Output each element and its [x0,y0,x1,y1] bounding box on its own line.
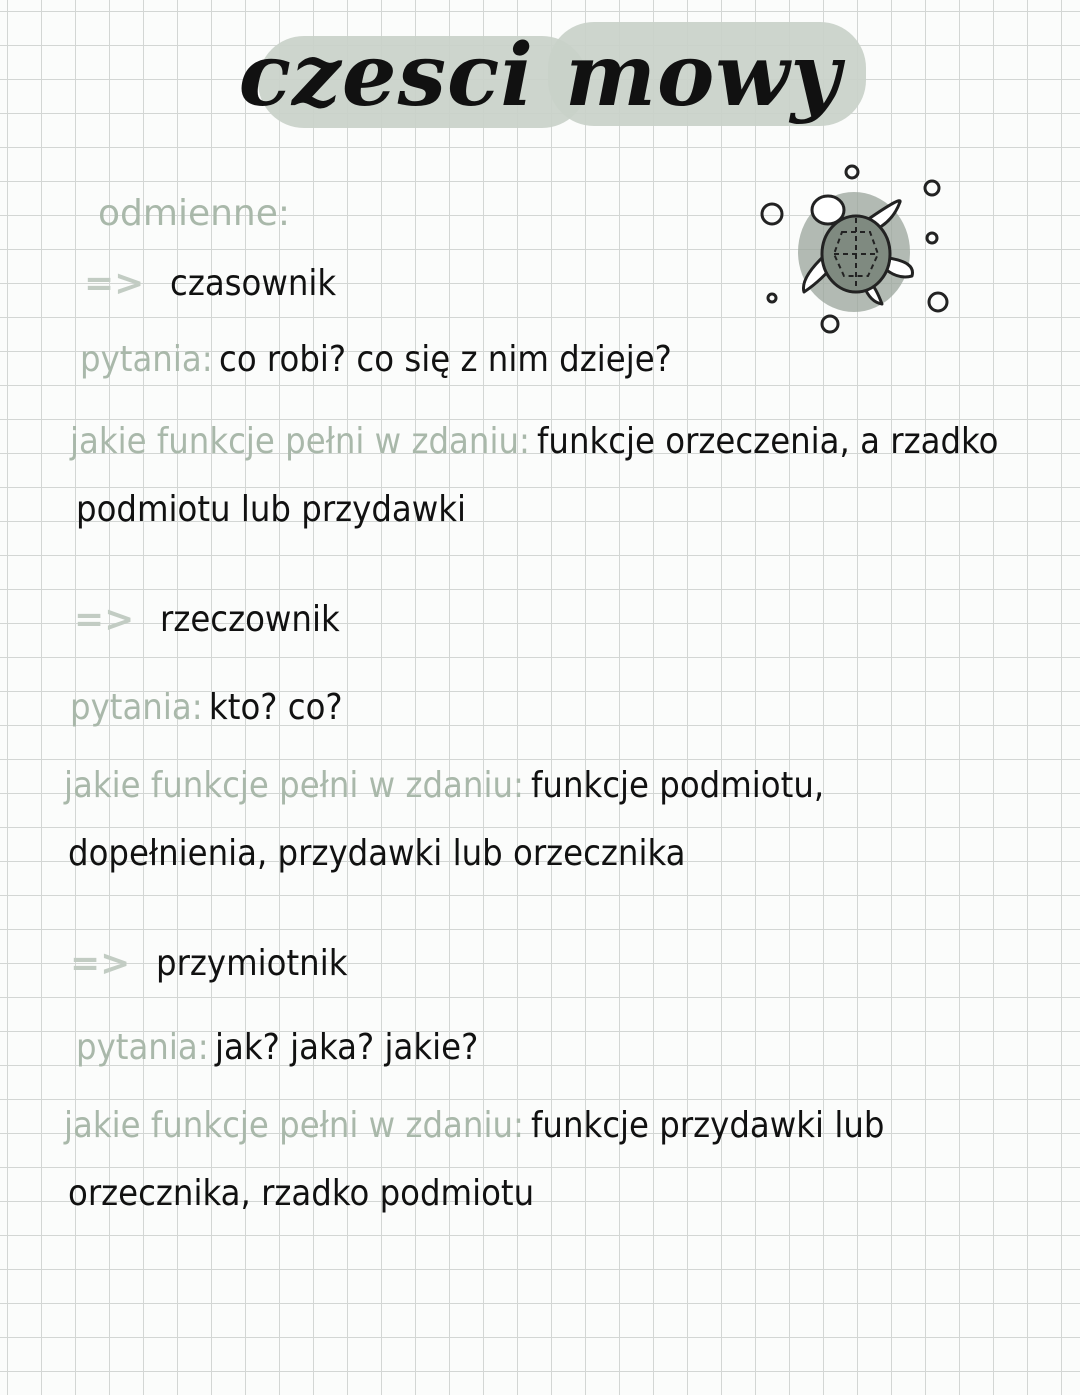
group-label: odmienne: [98,193,291,234]
questions-label: pytania: [70,687,203,728]
title-area [0,18,1080,148]
questions-text: co robi? co się z nim dzieje? [219,339,673,380]
questions-label: pytania: [76,1027,209,1068]
page-title: czesci mowy [238,25,842,126]
function-line [64,1104,924,1148]
function-text: funkcje podmiotu, [531,765,825,806]
questions-text: kto? co? [209,687,343,728]
questions-line [80,338,722,382]
questions-label: pytania: [80,339,213,380]
section-heading-text: przymiotnik [156,943,348,984]
function-continuation: podmiotu lub przydawki [76,489,467,530]
arrow-icon: => [70,943,131,984]
function-continuation: orzecznika, rzadko podmiotu [68,1173,535,1214]
function-label: jakie funkcje pełni w zdaniu: [64,765,524,806]
function-continuation: dopełnienia, przydawki lub orzecznika [68,833,686,874]
sea-turtle-icon [752,158,962,338]
section-heading-przymiotnik [70,942,369,986]
arrow-icon: => [84,263,145,304]
section-heading-czasownik [84,262,355,306]
section-heading-text: rzeczownik [160,599,341,640]
section-heading-rzeczownik [74,598,360,642]
function-label: jakie funkcje pełni w zdaniu: [64,1105,524,1146]
function-line [64,764,857,808]
questions-text: jak? jaka? jakie? [215,1027,479,1068]
section-heading-text: czasownik [170,263,337,304]
function-line [70,420,1050,464]
questions-line [70,686,358,730]
function-text: funkcje orzeczenia, a rzadko [537,421,999,462]
function-text: funkcje przydawki lub [531,1105,885,1146]
arrow-icon: => [74,599,135,640]
function-label: jakie funkcje pełni w zdaniu: [70,421,530,462]
questions-line [76,1026,508,1070]
